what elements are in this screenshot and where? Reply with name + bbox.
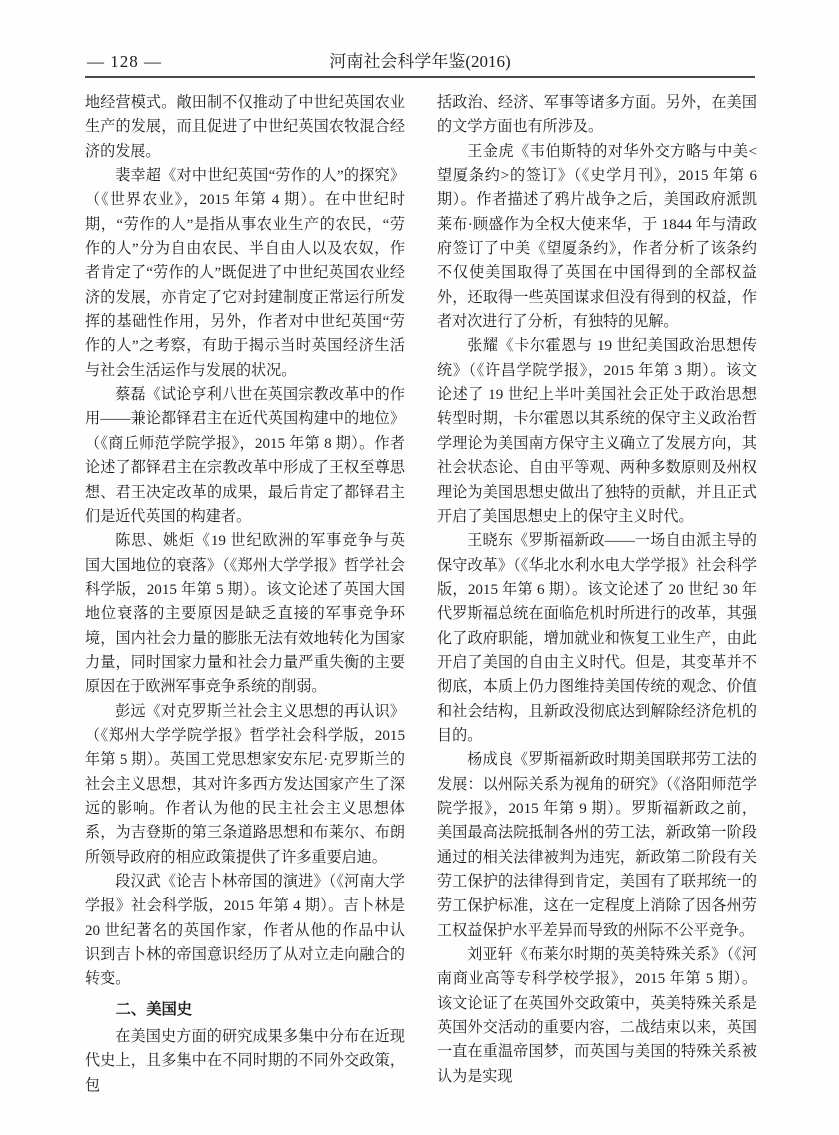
- header-rule: [85, 76, 755, 78]
- section-heading: 二、美国史: [115, 1000, 193, 1018]
- left-column: [85, 91, 405, 1098]
- paragraph: 陈思、姚炬《19 世纪欧洲的军事竞争与英国大国地位的衰落》（《郑州大学学报》哲学社会科学版，2015 年第 5 期）。该文论述了英国大国地位衰落的主要原因是缺乏直接的军事竞争环境，国内社会力量的膨胀无法有效地转化为国家力量，同时国家力量和社会力量严重失衡的主要原因在于欧洲军事竞争系统的削弱。: [85, 533, 405, 696]
- paragraph: 蔡磊《试论亨利八世在英国宗教改革中的作用——兼论都铎君主在近代英国构建中的地位》（《商丘师范学院学报》，2015 年第 8 期）。作者论述了都铎君主在宗教改革中形成了王权至尊思想、君王决定改革的成果，最后肯定了都铎君主们是近代英国的构建者。: [85, 387, 405, 525]
- text-columns: [85, 91, 757, 1098]
- paragraph: 段汉武《论吉卜林帝国的演进》（《河南大学学报》社会科学版，2015 年第 4 期）。吉卜林是 20 世纪著名的英国作家，作者从他的作品中认识到吉卜林的帝国意识经历了从对立走向融合的转变。: [85, 874, 405, 988]
- paragraph: 地经营模式。敞田制不仅推动了中世纪英国农业生产的发展，而且促进了中世纪英国农牧混合经济的发展。: [85, 95, 405, 160]
- paragraph: 刘亚轩《布莱尔时期的英美特殊关系》（《河南商业高等专科学校学报》，2015 年第 5 期）。该文论证了在英国外交政策中，英美特殊关系是英国外交活动的重要内容，二战结束以来，英国一直在重温帝国梦，而英国与美国的特殊关系被认为是实现: [437, 947, 757, 1085]
- paragraph: 彭远《对克罗斯兰社会主义思想的再认识》（《郑州大学学院学报》哲学社会科学版，2015 年第 5 期）。英国工党思想家安东尼·克罗斯兰的社会主义思想，其对许多西方发达国家产生了深远的影响。作者认为他的民主社会主义思想体系，为吉登斯的第三条道路思想和布莱尔、布朗所领导政府的相应政策提供了许多重要启迪。: [85, 703, 405, 866]
- paragraph: 王金虎《韦伯斯特的对华外交方略与中美<望厦条约>的签订》（《史学月刊》，2015 年第 6 期）。作者描述了鸦片战争之后，美国政府派凯莱布·顾盛作为全权大使来华，于 1844 年与清政府签订了中美《望厦条约》，作者分析了该条约不仅使美国取得了英国在中国得到的全部权益外，还取得一些英国谋求但没有得到的权益，作者对次进行了分析，有独特的见解。: [437, 143, 757, 331]
- page-header: [85, 51, 755, 73]
- paragraph: 在美国史方面的研究成果多集中分布在近现代史上，且多集中在不同时期的不同外交政策，包: [85, 1029, 405, 1094]
- right-column: [437, 91, 757, 1098]
- paragraph: 王晓东《罗斯福新政——一场自由派主导的保守改革》（《华北水利水电大学学报》社会科学版，2015 年第 6 期）。该文论述了 20 世纪 30 年代罗斯福总统在面临危机时所进行的改革，其强化了政府职能，增加就业和恢复工业生产，由此开启了美国的自由主义时代。但是，其变革并不彻底，本质上仍力图维持美国传统的观念、价值和社会结构，且新政没彻底达到解除经济危机的目的。: [437, 533, 757, 744]
- page-number: — 128 —: [87, 52, 162, 71]
- paragraph: 括政治、经济、军事等诸多方面。另外，在美国的文学方面也有所涉及。: [437, 95, 757, 136]
- paragraph: 张耀《卡尔霍恩与 19 世纪美国政治思想传统》（《许昌学院学报》，2015 年第 3 期）。该文论述了 19 世纪上半叶美国社会正处于政治思想转型时期，卡尔霍恩以其系统的保守主义政治哲学理论为美国南方保守主义确立了发展方向，其社会状态论、自由平等观、两种多数原则及州权理论为美国思想史做出了独特的贡献，并且正式开启了美国思想史上的保守主义时代。: [437, 338, 757, 525]
- paragraph: 杨成良《罗斯福新政时期美国联邦劳工法的发展：以州际关系为视角的研究》（《洛阳师范学院学报》，2015 年第 9 期）。罗斯福新政之前，美国最高法院抵制各州的劳工法，新政第一阶段通过的相关法律被判为违宪，新政第二阶段有关劳工保护的法律得到肯定，美国有了联邦统一的劳工保护标准，这在一定程度上消除了因各州劳工权益保护水平差异而导致的州际不公平竞争。: [437, 752, 757, 939]
- paragraph: 裴幸超《对中世纪英国“劳作的人”的探究》（《世界农业》，2015 年第 4 期）。在中世纪时期，“劳作的人”是指从事农业生产的农民，“劳作的人”分为自由农民、半自由人以及农奴，作者肯定了“劳作的人”既促进了中世纪英国农业经济的发展，亦肯定了它对封建制度正常运行所发挥的基础性作用，另外，作者对中世纪英国“劳作的人”之考察，有助于揭示当时英国经济生活与社会生活运作与发展的状况。: [85, 168, 405, 379]
- page-title: 河南社会科学年鉴(2016): [329, 52, 511, 71]
